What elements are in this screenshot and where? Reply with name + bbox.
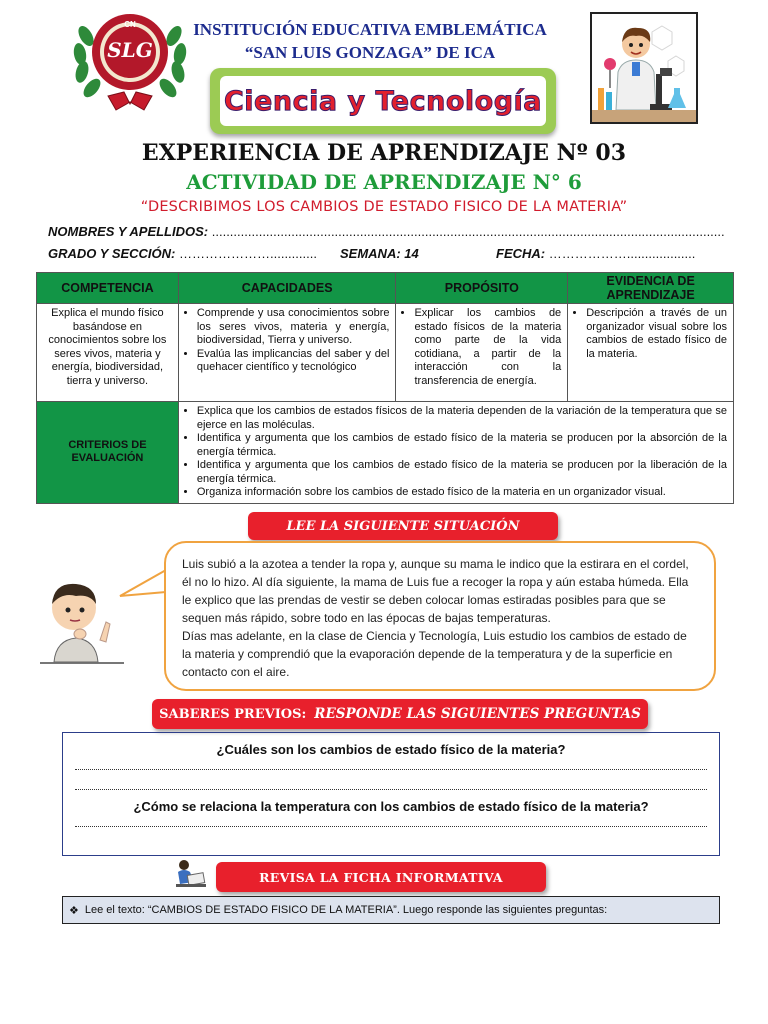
experience-title: EXPERIENCIA DE APRENDIZAJE Nº 03 (141, 140, 627, 166)
capacidad-item: • Comprende y usa conocimientos sobre los seres vivos, materia y energía, biodiversidad, Tierra y universo. (197, 307, 390, 348)
diamond-bullet-icon: ❖ (69, 904, 79, 917)
header-evidencia: EVIDENCIA DE APRENDIZAJE (568, 273, 734, 304)
criterio-item: • Identifica y argumenta que los cambios de estado físico de la materia se producen por la liberación de la energía térmica. (197, 459, 727, 486)
criterio-item: • Explica que los cambios de estados físicos de la materia dependen de la variación de la temperatura que se ejerce en las moléculas. (197, 405, 727, 432)
evidencia-text: • Descripción a través de un organizador visual sobre los cambios de estado físico de la materia. (586, 307, 727, 361)
header-capacidades: CAPACIDADES (178, 273, 396, 304)
speech-pointer (118, 566, 168, 606)
subject-title: Ciencia y Tecnología (223, 85, 542, 117)
capacidades-cell (178, 304, 396, 402)
situation-banner-text: LEE LA SIGUIENTE SITUACIÓN (286, 518, 520, 534)
answer-line[interactable] (75, 789, 707, 790)
answer-line[interactable] (75, 769, 707, 770)
competency-table (36, 272, 734, 504)
table-header-row (37, 273, 734, 304)
grade-dots: …………………............. (179, 246, 317, 261)
situation-banner (248, 512, 558, 540)
date-dots: ………………................... (548, 246, 696, 261)
question-2: ¿Cómo se relaciona la temperatura con los cambios de estado físico de la materia? (133, 799, 649, 814)
ficha-instruction: Lee el texto: “CAMBIOS DE ESTADO FISICO DE LA MATERIA”. Luego responde las siguientes preguntas: (84, 904, 608, 916)
ficha-banner (216, 862, 546, 892)
saberes-banner-part2: RESPONDE LAS SIGUIENTES PREGUNTAS (314, 706, 641, 722)
situation-paragraph1: Luis subió a la azotea a tender la ropa y, aunque su mama le indico que la estirara en el cordel, él no lo hizo. Al día siguiente, la mama de Luis fue a recoger la ropa y aún estaba húmeda. Ella le explico que las prendas de vestir se deben colocar lomas estiradas posibles para que se sequen más rápido, sobre todo en las épocas de bajas temperaturas. (182, 557, 689, 625)
questions-box (62, 732, 720, 856)
competencia-cell: Explica el mundo físico basándose en conocimientos sobre los seres vivos, materia y energía, biodiversidad, tierra y universo. (37, 304, 179, 402)
date-label: FECHA: (496, 246, 546, 261)
boy-illustration (40, 574, 124, 666)
logo-small-text: CN (124, 20, 136, 29)
criterio-item: • Organiza información sobre los cambios de estado físico de la materia en un organizador visual. (197, 486, 727, 500)
reading-person-icon (172, 858, 212, 890)
date-field[interactable] (496, 246, 695, 261)
names-label: NOMBRES Y APELLIDOS: (48, 224, 209, 239)
saberes-banner (152, 699, 648, 729)
table-row (37, 402, 734, 504)
criterios-label: CRITERIOS DE EVALUACIÓN (37, 402, 179, 504)
criterios-cell (178, 402, 733, 504)
activity-subtitle: “DESCRIBIMOS LOS CAMBIOS DE ESTADO FISICO DE LA MATERIA” (140, 199, 628, 215)
subject-banner (210, 68, 556, 134)
names-field[interactable] (48, 224, 728, 239)
week-label: SEMANA: 14 (340, 246, 419, 261)
proposito-cell (396, 304, 568, 402)
ficha-instruction-box (62, 896, 720, 924)
capacidad-item: • Evalúa las implicancias del saber y del quehacer científico y tecnológico (197, 348, 390, 375)
grade-field[interactable] (48, 246, 317, 261)
question-1: ¿Cuáles son los cambios de estado físico de la materia? (216, 742, 566, 757)
evidencia-cell (568, 304, 734, 402)
situation-paragraph2: Días mas adelante, en la clase de Ciencia y Tecnología, Luis estudio los cambios de estado de la materia y comprendió que la evaporación depende de la temperatura y de la superficie en contacto con el aire. (182, 629, 687, 679)
answer-line[interactable] (75, 826, 707, 827)
names-dots: .............................................................................................................................................. (211, 224, 725, 239)
header-competencia: COMPETENCIA (37, 273, 179, 304)
saberes-banner-part1: SABERES PREVIOS: (159, 706, 307, 722)
grade-label: GRADO Y SECCIÓN: (48, 246, 176, 261)
scientist-illustration (590, 12, 698, 124)
logo-text: SLG (107, 38, 153, 62)
institution-line1: INSTITUCIÓN EDUCATIVA EMBLEMÁTICA (193, 20, 547, 39)
header-proposito: PROPÓSITO (396, 273, 568, 304)
criterio-item: • Identifica y argumenta que los cambios de estado físico de la materia se producen por la absorción de la energía térmica. (197, 432, 727, 459)
table-row (37, 304, 734, 402)
institution-line2: “SAN LUIS GONZAGA” DE ICA (244, 43, 496, 62)
proposito-text: • Explicar los cambios de estado físicos de la materia como parte de la vida cotidiana, a partir de la interacción con la transferencia de energía. (414, 307, 561, 388)
situation-box (164, 541, 716, 691)
ficha-banner-text: REVISA LA FICHA INFORMATIVA (259, 869, 503, 885)
activity-title: ACTIVIDAD DE APRENDIZAJE N° 6 (186, 170, 582, 194)
